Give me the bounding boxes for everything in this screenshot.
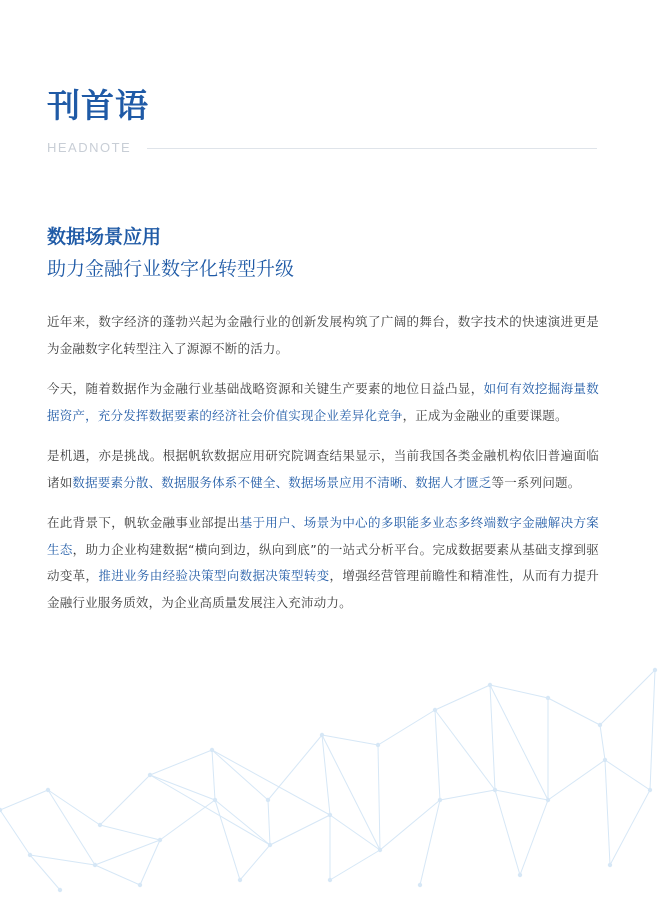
highlighted-text: 推进业务由经验决策型向数据决策型转变 (98, 568, 330, 583)
paragraph (47, 443, 599, 496)
section-heading-secondary: 助力金融行业数字化转型升级 (47, 258, 295, 280)
paragraph-text: 在此背景下，帆软金融事业部提出 (47, 515, 240, 530)
paragraph-text: ，增强经营管理前瞻性和精准性，从而有力提升金融行业服务质效，为企业高质量发展注入充沛动力。 (47, 568, 599, 610)
paragraph-text: 近年来，数字经济的蓬勃兴起为金融行业的创新发展构筑了广阔的舞台，数字技术的快速演进更是为金融数字化转型注入了源源不断的活力。 (47, 314, 599, 356)
divider-line (147, 148, 597, 149)
subtitle-row (47, 139, 597, 157)
section-heading-primary: 数据场景应用 (47, 226, 162, 248)
paragraph-text: ，助力企业构建数据“横向到边，纵向到底”的一站式分析平台。完成数据要素从基础支撑到驱动变革， (47, 541, 600, 583)
network-background-graphic (0, 640, 662, 898)
paragraph (47, 376, 599, 429)
paragraph (47, 309, 599, 362)
paragraph-text: ，正成为金融业的重要课题。 (402, 407, 568, 423)
paragraph (47, 510, 599, 616)
highlighted-text: 数据要素分散、数据服务体系不健全、数据场景应用不清晰、数据人才匮乏 (72, 474, 492, 490)
highlighted-text: 如何有效挖掘海量数据资产，充分发挥数据要素的经济社会价值实现企业差异化竞争 (47, 381, 599, 423)
paragraph-text: 今天，随着数据作为金融行业基础战略资源和关键生产要素的地位日益凸显， (47, 381, 484, 396)
page-subtitle: HEADNOTE (47, 140, 132, 155)
page-title: 刊首语 (47, 86, 149, 125)
paragraph-text: 等一系列问题。 (491, 474, 581, 490)
article-body (47, 309, 599, 630)
paragraph-text: 是机遇，亦是挑战。根据帆软数据应用研究院调查结果显示，当前我国各类金融机构依旧普遍面临诸如 (47, 448, 599, 490)
highlighted-text: 基于用户、场景为中心的多职能多业态多终端数字金融解决方案生态 (47, 515, 599, 557)
